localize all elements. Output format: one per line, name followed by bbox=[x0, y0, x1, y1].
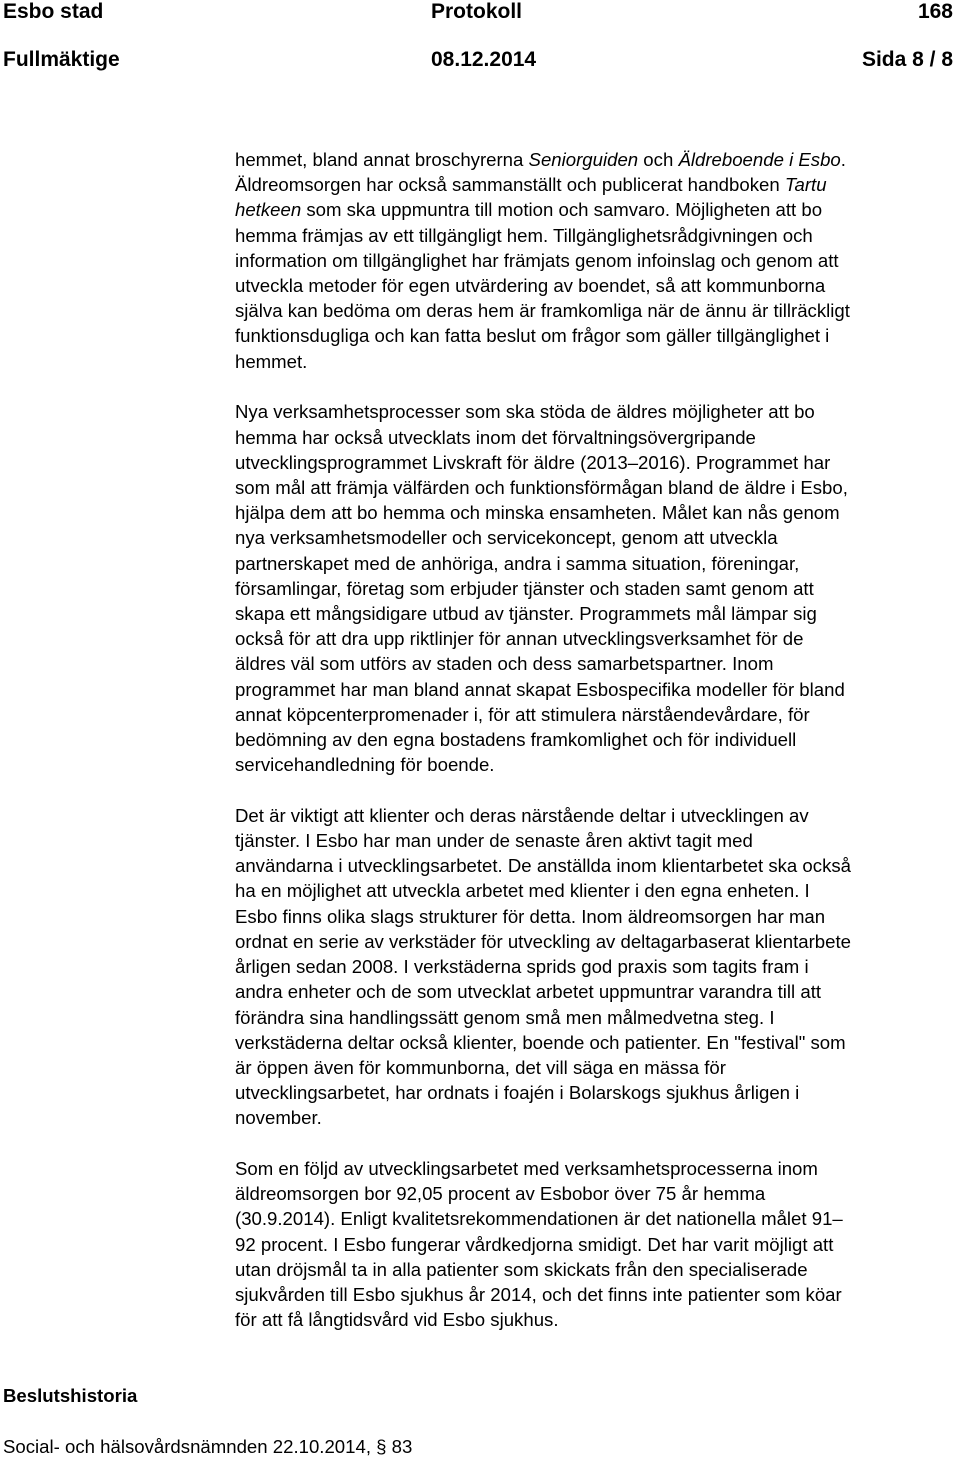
title-tartu-hetkeen: Tartu hetkeen bbox=[235, 174, 827, 221]
paragraph-1-text-d: som ska uppmuntra till motion och samvaro. Möjligheten att bo hemma främjas av ett tillgängligt hem. Tillgänglighetsrådgivningen och information om tillgänglighet har främjats genom infoinslag och genom att utveckla metoder för egen utvärdering av boendet, så att kommunborna själva kan bedöma om deras hem är framkomliga när de ännu är tillräckligt funktionsdugliga och kan fatta beslut om frågor som gäller tillgänglighet i hemmet. bbox=[235, 199, 850, 372]
title-aldreboende: Äldreboende i Esbo bbox=[678, 149, 841, 170]
header-row-top bbox=[0, 0, 960, 27]
paragraph-1-text-a: hemmet, bland annat broschyrerna bbox=[235, 149, 529, 170]
paragraph-1-text-c: . Äldreomsorgen har också sammanställt och publicerat handboken bbox=[235, 149, 846, 196]
title-seniorguiden: Seniorguiden bbox=[528, 149, 639, 170]
decision-history-reference: Social- och hälsovårdsnämnden 22.10.2014, § 83 bbox=[3, 1436, 413, 1457]
decision-body: Fullmäktige bbox=[3, 48, 120, 71]
page-indicator: Sida 8 / 8 bbox=[861, 48, 953, 71]
meeting-date: 08.12.2014 bbox=[431, 48, 537, 71]
organization-name: Esbo stad bbox=[3, 0, 104, 23]
document-body bbox=[235, 147, 960, 1332]
paragraph-3: Det är viktigt att klienter och deras närstående deltar i utvecklingen av tjänster. I Esbo har man under de senaste åren aktivt tagit med användarna i utvecklingsarbetet. De anställda inom klientarbetet ska också ha en möjlighet att utveckla arbetet med klienter i den egna enheten. I Esbo finns olika slags strukturer för detta. Inom äldreomsorgen har man ordnat en serie av verkstäder för utveckling av deltagarbaserat klientarbete årligen sedan 2008. I verkstäderna sprids god praxis som tagits fram i andra enheter och de som utvecklat arbetet uppmuntrar varandra till att förändra sina handlingssätt genom små men målmedvetna steg. I verkstäderna deltar också klienter, boende och patienter. En "festival" som är öppen även för kommunborna, det vill säga en mässa för utvecklingsarbetet, har ordnats i foajén i Bolarskogs sjukhus årligen i november. bbox=[235, 804, 852, 1129]
paragraph-2: Nya verksamhetsprocesser som ska stöda de äldres möjligheter att bo hemma har också utvecklats inom det förvaltningsövergripande utvecklingsprogrammet Livskraft för äldre (2013–2016). Programmet har som mål att främja välfärden och funktionsförmågan bland de äldre i Esbo, hjälpa dem att bo hemma och minska ensamheten. Målet kan nås genom nya verksamhetsmodeller och servicekoncept, genom att utveckla partnerskapet med de anhöriga, andra i samma situation, föreningar, församlingar, företag som erbjuder tjänster och staden samt genom att skapa ett mångsidigare utbud av tjänster. Programmets mål lämpar sig också för att dra upp riktlinjer för annan utvecklingsverksamhet för de äldres väl som utförs av staden och dess samarbetspartner. Inom programmet har man bland annat skapat Esbospecifika modeller för bland annat köpcenterpromenader i, för att stimulera närståendevårdare, för bedömning av den egna bostadens framkomlighet och för individuell servicehandledning för boende. bbox=[235, 401, 848, 776]
paragraph-1-text-b: och bbox=[638, 149, 679, 170]
header-row-bottom bbox=[0, 45, 960, 75]
document-type: Protokoll bbox=[431, 0, 523, 23]
decision-history-heading: Beslutshistoria bbox=[3, 1385, 138, 1406]
protocol-page-number: 168 bbox=[917, 0, 953, 23]
paragraph-4: Som en följd av utvecklingsarbetet med verksamhetsprocesserna inom äldreomsorgen bor 92,05 procent av Esbobor över 75 år hemma (30.9.2014). Enligt kvalitetsrekommendationen är det nationella målet 91– 92 procent. I Esbo fungerar vårdkedjorna smidigt. Det har varit möjligt att utan dröjsmål ta in alla patienter som skickats från den specialiserade sjukvården till Esbo sjukhus år 2014, och det finns inte patienter som köar för att få långtidsvård vid Esbo sjukhus. bbox=[235, 1158, 843, 1331]
paragraph-1 bbox=[235, 147, 960, 374]
